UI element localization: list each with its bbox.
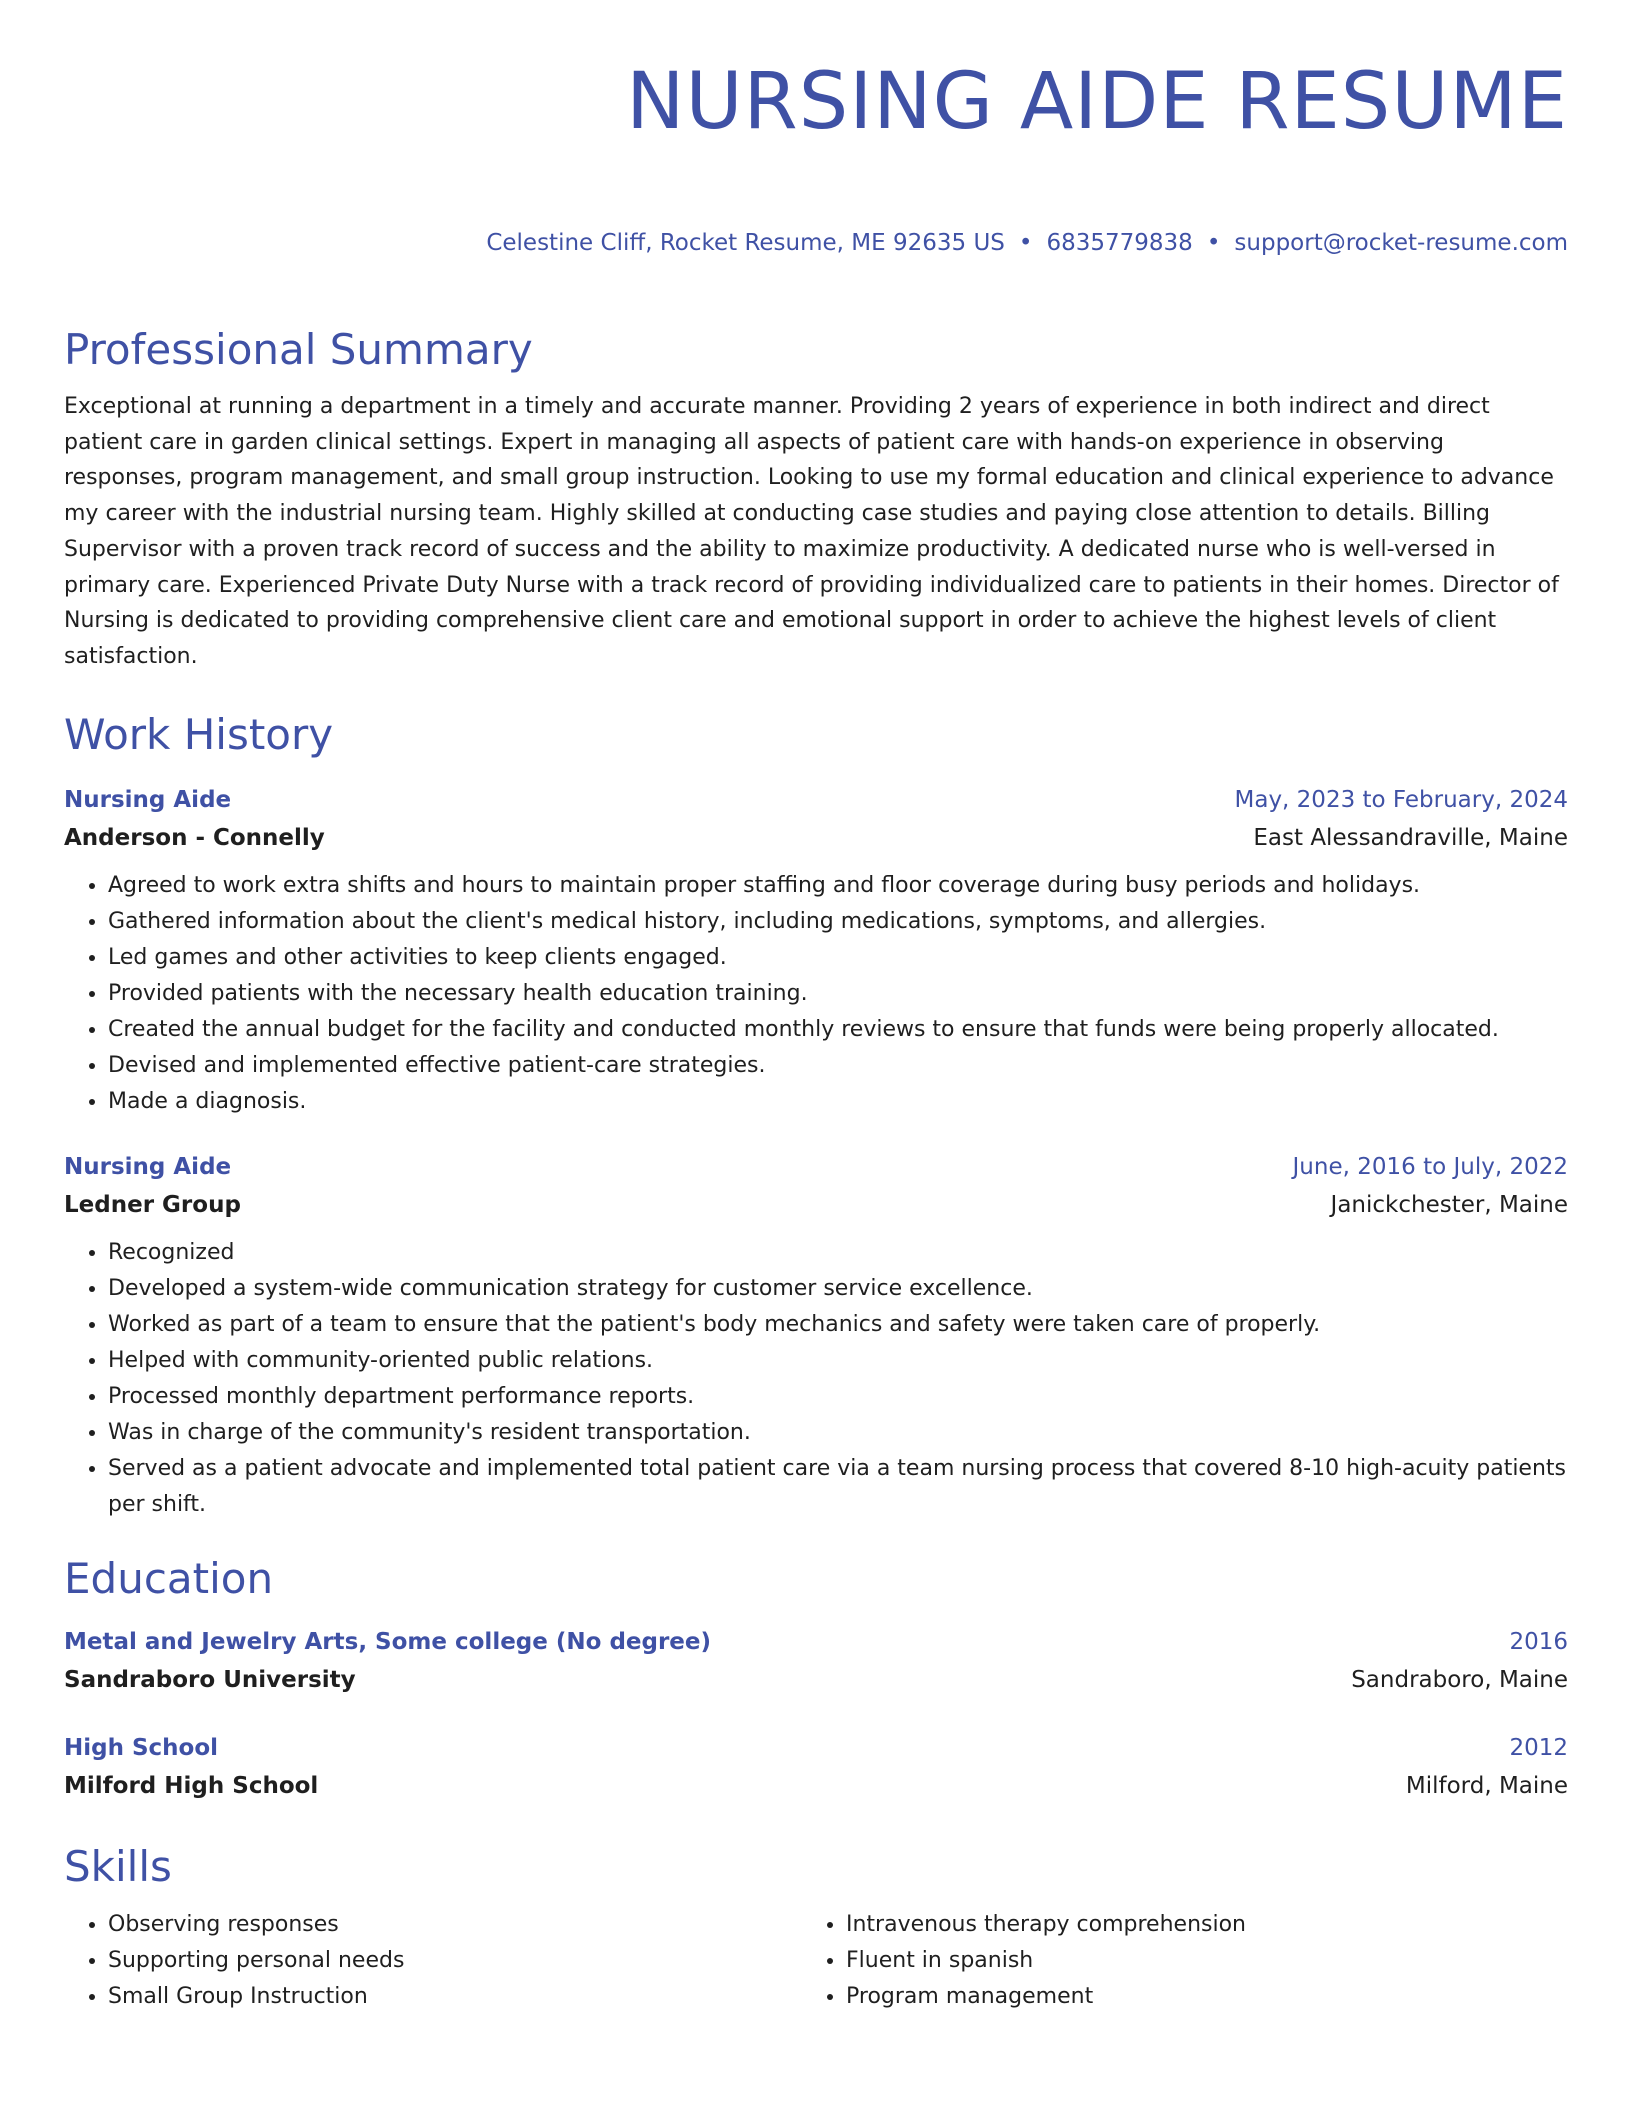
job-duty: • Recognized bbox=[108, 1235, 1568, 1271]
job-duty: • Made a diagnosis. bbox=[108, 1084, 1568, 1120]
job-entry bbox=[64, 781, 1568, 1120]
job-entry bbox=[64, 1148, 1568, 1523]
skills-heading: Skills bbox=[64, 1841, 172, 1891]
job-duty: • Gathered information about the client's medical history, including medications, symptoms, and allergies. bbox=[108, 904, 1568, 940]
bullet-separator: • bbox=[1018, 230, 1033, 256]
job-duty: • Agreed to work extra shifts and hours to maintain proper staffing and floor coverage during busy periods and holidays. bbox=[108, 868, 1568, 904]
skill-item: • Intravenous therapy comprehension bbox=[846, 1907, 1540, 1943]
skills-list-left bbox=[64, 1907, 802, 2015]
education-school-row bbox=[64, 1767, 1568, 1805]
education-degree: High School bbox=[64, 1734, 219, 1761]
job-duties-list bbox=[64, 1235, 1568, 1523]
contact-phone: 6835779838 bbox=[1046, 230, 1193, 256]
education-entry bbox=[64, 1729, 1568, 1805]
education-location: Milford, Maine bbox=[1405, 1772, 1568, 1799]
education-year: 2016 bbox=[1509, 1628, 1568, 1655]
education-school: Milford High School bbox=[64, 1772, 319, 1799]
education-entry bbox=[64, 1623, 1568, 1699]
skill-item: • Fluent in spanish bbox=[846, 1943, 1540, 1979]
job-title-row bbox=[64, 781, 1568, 819]
summary-text: Exceptional at running a department in a timely and accurate manner. Providing 2 years of experience in both indirect and direct patient care in garden clinical settings. Expert in managing all aspects of patient care with hands-on experience in observing responses, program management, and small group instruction. Looking to use my formal education and clinical experience to advance my career with the industrial nursing team. Highly skilled at conducting case studies and paying close attention to details. Billing Supervisor with a proven track record of success and the ability to maximize productivity. A dedicated nurse who is well-versed in primary care. Experienced Private Duty Nurse with a track record of providing individualized care to patients in their homes. Director of Nursing is dedicated to providing comprehensive client care and emotional support in order to achieve the highest levels of client satisfaction. bbox=[64, 394, 1559, 669]
education-degree: Metal and Jewelry Arts, Some college (No degree) bbox=[64, 1628, 712, 1655]
job-company-row bbox=[64, 819, 1568, 857]
contact-address: Celestine Cliff, Rocket Resume, ME 92635 US bbox=[486, 230, 1005, 256]
job-duty: • Led games and other activities to keep clients engaged. bbox=[108, 940, 1568, 976]
job-title-row bbox=[64, 1148, 1568, 1186]
job-dates: May, 2023 to February, 2024 bbox=[1234, 786, 1568, 813]
job-duty: • Provided patients with the necessary health education training. bbox=[108, 976, 1568, 1012]
job-location: Janickchester, Maine bbox=[1330, 1191, 1568, 1218]
contact-email: support@rocket-resume.com bbox=[1234, 230, 1568, 256]
work-history-heading: Work History bbox=[64, 709, 334, 759]
education-school-row bbox=[64, 1661, 1568, 1699]
skill-item: • Observing responses bbox=[108, 1907, 802, 1943]
skills-grid bbox=[64, 1907, 1568, 2015]
skills-list-right bbox=[802, 1907, 1540, 2015]
education-year: 2012 bbox=[1509, 1734, 1568, 1761]
education-heading: Education bbox=[64, 1553, 274, 1603]
education-school: Sandraboro University bbox=[64, 1666, 356, 1693]
job-company-row bbox=[64, 1186, 1568, 1224]
job-duty: • Processed monthly department performance reports. bbox=[108, 1379, 1568, 1415]
job-title: Nursing Aide bbox=[64, 1153, 232, 1180]
summary-heading: Professional Summary bbox=[64, 325, 533, 374]
job-location: East Alessandraville, Maine bbox=[1253, 824, 1568, 851]
job-duties-list bbox=[64, 868, 1568, 1120]
education-degree-row bbox=[64, 1729, 1568, 1767]
skill-item: • Small Group Instruction bbox=[108, 1979, 802, 2015]
job-company: Anderson - Connelly bbox=[64, 824, 325, 851]
education-location: Sandraboro, Maine bbox=[1351, 1666, 1568, 1693]
job-duty: • Created the annual budget for the facility and conducted monthly reviews to ensure that funds were being properly allocated. bbox=[108, 1012, 1568, 1048]
education-degree-row bbox=[64, 1623, 1568, 1661]
resume-title: NURSING AIDE RESUME bbox=[626, 57, 1568, 147]
job-duty: • Worked as part of a team to ensure that the patient's body mechanics and safety were taken care of properly. bbox=[108, 1307, 1568, 1343]
job-duty: • Devised and implemented effective patient-care strategies. bbox=[108, 1048, 1568, 1084]
job-company: Ledner Group bbox=[64, 1191, 241, 1218]
contact-info bbox=[64, 228, 1568, 258]
job-dates: June, 2016 to July, 2022 bbox=[1292, 1153, 1568, 1180]
job-title: Nursing Aide bbox=[64, 786, 232, 813]
bullet-separator: • bbox=[1206, 230, 1221, 256]
skill-item: • Program management bbox=[846, 1979, 1540, 2015]
job-duty: • Served as a patient advocate and implemented total patient care via a team nursing process that covered 8-10 high-acuity patients per shift. bbox=[108, 1451, 1568, 1523]
job-duty: • Developed a system-wide communication strategy for customer service excellence. bbox=[108, 1271, 1568, 1307]
job-duty: • Helped with community-oriented public relations. bbox=[108, 1343, 1568, 1379]
skill-item: • Supporting personal needs bbox=[108, 1943, 802, 1979]
job-duty: • Was in charge of the community's resident transportation. bbox=[108, 1415, 1568, 1451]
